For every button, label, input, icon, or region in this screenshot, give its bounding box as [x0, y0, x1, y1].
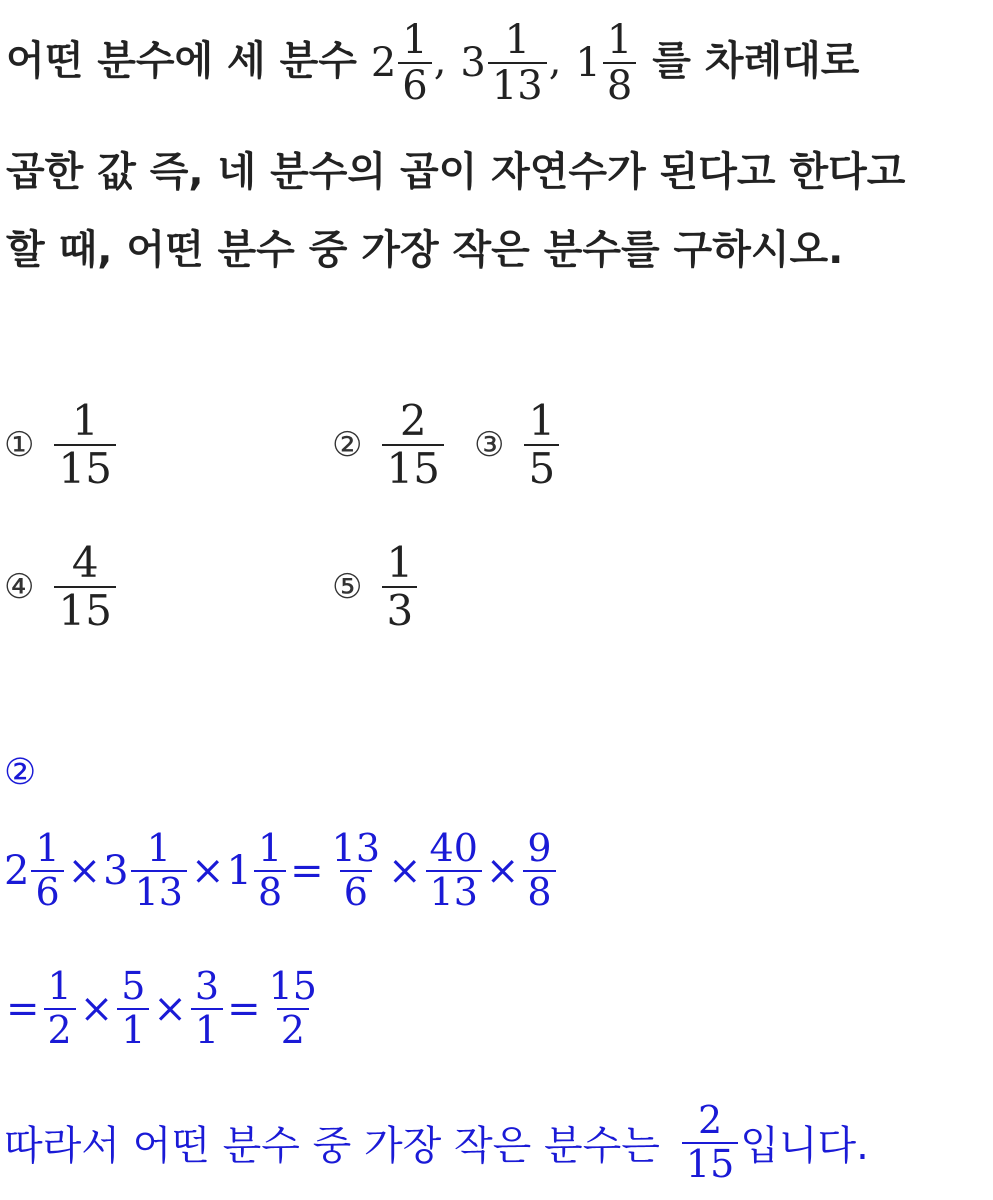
- denominator: 15: [382, 444, 443, 492]
- denominator: 3: [382, 586, 417, 634]
- numerator: 1: [71, 396, 99, 445]
- numerator: 1: [606, 17, 633, 63]
- fraction: [44, 966, 76, 1052]
- separator: ,: [548, 38, 562, 84]
- times-sign: ×: [485, 847, 520, 894]
- fraction: [191, 966, 223, 1052]
- denominator: 6: [31, 870, 63, 914]
- denominator: 15: [54, 444, 115, 492]
- numerator: 1: [146, 826, 171, 870]
- fraction: [31, 828, 63, 914]
- fraction: [131, 828, 187, 914]
- whole: 2: [4, 847, 30, 894]
- numerator: 1: [386, 538, 414, 587]
- fraction: [265, 966, 321, 1052]
- option-1[interactable]: [4, 398, 118, 492]
- answer-mark: ②: [4, 752, 37, 793]
- separator: ,: [433, 38, 447, 84]
- mixed-number-2: [460, 18, 548, 108]
- numerator: 3: [194, 964, 220, 1008]
- numerator: 1: [47, 964, 72, 1008]
- option-2[interactable]: [332, 398, 446, 492]
- option-mark: ③: [474, 425, 505, 466]
- denominator: 6: [340, 870, 372, 914]
- fraction: [382, 540, 417, 634]
- option-mark: ④: [4, 567, 35, 608]
- times-sign: ×: [153, 985, 187, 1032]
- whole: 2: [370, 40, 397, 86]
- denominator: 8: [254, 870, 286, 914]
- numerator: 1: [528, 396, 556, 445]
- solution-conclusion: [4, 1100, 869, 1186]
- option-3[interactable]: [474, 398, 561, 492]
- equals-sign: =: [227, 985, 261, 1032]
- option-4[interactable]: [4, 540, 118, 634]
- denominator: 15: [54, 586, 115, 634]
- times-sign: ×: [67, 847, 102, 894]
- numerator: 2: [697, 1098, 723, 1142]
- denominator: 6: [398, 62, 431, 108]
- numerator: 4: [71, 538, 99, 587]
- denominator: 8: [523, 870, 555, 914]
- numerator: 9: [527, 826, 552, 870]
- option-mark: ⑤: [332, 567, 363, 608]
- fraction: [524, 398, 559, 492]
- whole: 3: [460, 40, 486, 86]
- fraction: [382, 398, 443, 492]
- equals-sign: =: [290, 847, 324, 894]
- fraction: [117, 966, 149, 1052]
- fraction: [54, 398, 115, 492]
- fraction: [54, 540, 115, 634]
- numerator: 1: [35, 826, 60, 870]
- mixed-number-3: [575, 18, 638, 108]
- denominator: 13: [488, 62, 547, 108]
- denominator: 13: [426, 870, 482, 914]
- fraction: [254, 828, 286, 914]
- denominator: 8: [603, 62, 636, 108]
- whole: 1: [575, 40, 601, 86]
- whole: 3: [103, 847, 129, 894]
- question-line-2: 곱한 값 즉, 네 분수의 곱이 자연수가 된다고 한다고: [6, 149, 906, 195]
- question-line-1: [6, 18, 859, 108]
- question-line-3: 할 때, 어떤 분수 중 가장 작은 분수를 구하시오.: [6, 227, 844, 273]
- numerator: 1: [257, 826, 283, 870]
- option-5[interactable]: [332, 540, 419, 634]
- fraction: [328, 828, 384, 914]
- fraction: [488, 18, 547, 108]
- denominator: 1: [117, 1008, 149, 1052]
- fraction: [523, 828, 555, 914]
- mixed-number-1: [371, 18, 434, 108]
- denominator: 5: [524, 444, 559, 492]
- fraction: [398, 18, 431, 108]
- times-sign: ×: [190, 847, 225, 894]
- whole: 1: [226, 847, 252, 894]
- equals-sign: =: [6, 985, 40, 1032]
- fraction: [682, 1100, 738, 1186]
- numerator: 15: [268, 964, 317, 1008]
- denominator: 15: [682, 1142, 738, 1186]
- denominator: 13: [131, 870, 187, 914]
- fraction: [603, 18, 636, 108]
- numerator: 1: [402, 17, 428, 63]
- option-mark: ①: [4, 425, 35, 466]
- option-mark: ②: [332, 425, 363, 466]
- conclusion-text: 따라서 어떤 분수 중 가장 작은 분수는: [4, 1123, 660, 1170]
- times-sign: ×: [79, 985, 114, 1032]
- solution-row-2: [4, 966, 323, 1052]
- numerator: 40: [429, 826, 478, 870]
- fraction: [426, 828, 482, 914]
- numerator: 13: [331, 826, 380, 870]
- numerator: 5: [121, 964, 146, 1008]
- solution-row-1: [4, 828, 558, 914]
- numerator: 1: [504, 17, 531, 63]
- denominator: 2: [44, 1008, 76, 1052]
- times-sign: ×: [388, 847, 422, 894]
- denominator: 1: [191, 1008, 223, 1052]
- conclusion-text: 입니다.: [740, 1123, 869, 1170]
- question-text: 어떤 분수에 세 분수: [6, 38, 357, 84]
- question-text: 를 차례대로: [652, 38, 860, 84]
- numerator: 2: [399, 396, 427, 445]
- denominator: 2: [277, 1008, 309, 1052]
